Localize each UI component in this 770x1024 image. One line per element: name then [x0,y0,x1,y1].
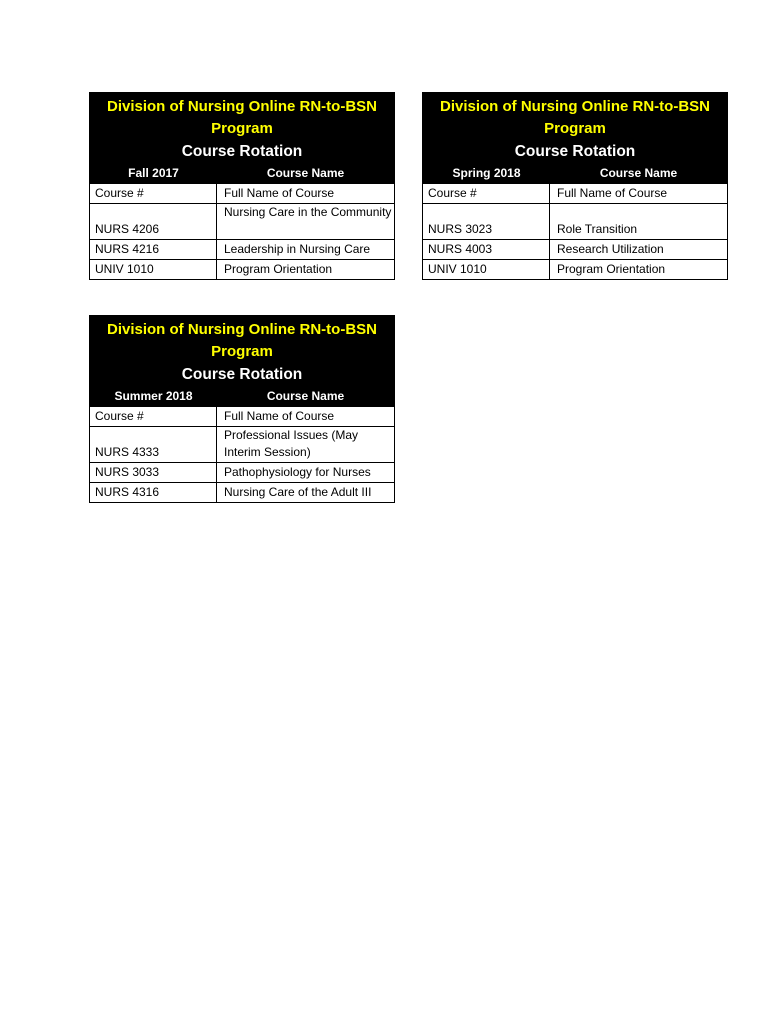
table-title: Division of Nursing Online RN-to-BSN [107,98,377,115]
table-header [90,93,394,164]
course-name: Leadership in Nursing Care [224,242,371,256]
course-name: Pathophysiology for Nurses [224,465,371,479]
course-number: NURS 4216 [90,240,217,259]
table-subtitle: Course Rotation [181,143,303,160]
full-name-label: Full Name of Course [224,186,335,200]
course-name: Nursing Care of the Adult III [224,485,372,499]
column-label-row [90,183,394,203]
course-name: Role Transition [557,222,638,236]
table-header [90,316,394,387]
course-name: Research Utilization [557,242,664,256]
full-name-label: Full Name of Course [557,186,668,200]
table-row [90,203,394,239]
table-row [90,259,394,279]
course-number: NURS 4003 [423,240,550,259]
table-subtitle: Course Rotation [514,143,636,160]
course-rotation-table-spring-2018 [422,92,728,280]
course-name: Program Orientation [557,262,666,276]
table-row [90,239,394,259]
course-name: Program Orientation [224,262,333,276]
table-header [423,93,727,164]
table-title-continued: Program [211,120,273,137]
course-number-label: Course # [90,184,217,203]
table-row [90,462,394,482]
course-name: Professional Issues (May Interim Session) [224,428,359,459]
column-label-row [90,406,394,426]
term-label: Spring 2018 [452,166,521,180]
course-number: NURS 3023 [423,204,550,239]
table-row [423,259,727,279]
full-name-label: Full Name of Course [224,409,335,423]
term-header-row [90,164,394,183]
course-name-header: Course Name [266,166,345,180]
table-row [90,482,394,502]
course-rotation-table-fall-2017 [89,92,395,280]
table-title: Division of Nursing Online RN-to-BSN [440,98,710,115]
table-title-continued: Program [544,120,606,137]
course-number: UNIV 1010 [90,260,217,279]
table-title: Division of Nursing Online RN-to-BSN [107,321,377,338]
term-header-row [90,387,394,406]
table-subtitle: Course Rotation [181,366,303,383]
course-name: Nursing Care in the Community [224,205,392,219]
column-label-row [423,183,727,203]
table-title-continued: Program [211,343,273,360]
term-header-row [423,164,727,183]
table-row [423,203,727,239]
course-number: NURS 3033 [90,463,217,482]
course-number: NURS 4316 [90,483,217,502]
course-name-header: Course Name [599,166,678,180]
course-number-label: Course # [90,407,217,426]
term-label: Summer 2018 [114,389,193,403]
course-number: NURS 4206 [90,204,217,239]
course-number-label: Course # [423,184,550,203]
course-name-header: Course Name [266,389,345,403]
course-number: NURS 4333 [90,427,217,462]
course-rotation-table-summer-2018 [89,315,395,503]
course-number: UNIV 1010 [423,260,550,279]
table-row [90,426,394,462]
term-label: Fall 2017 [128,166,179,180]
table-row [423,239,727,259]
